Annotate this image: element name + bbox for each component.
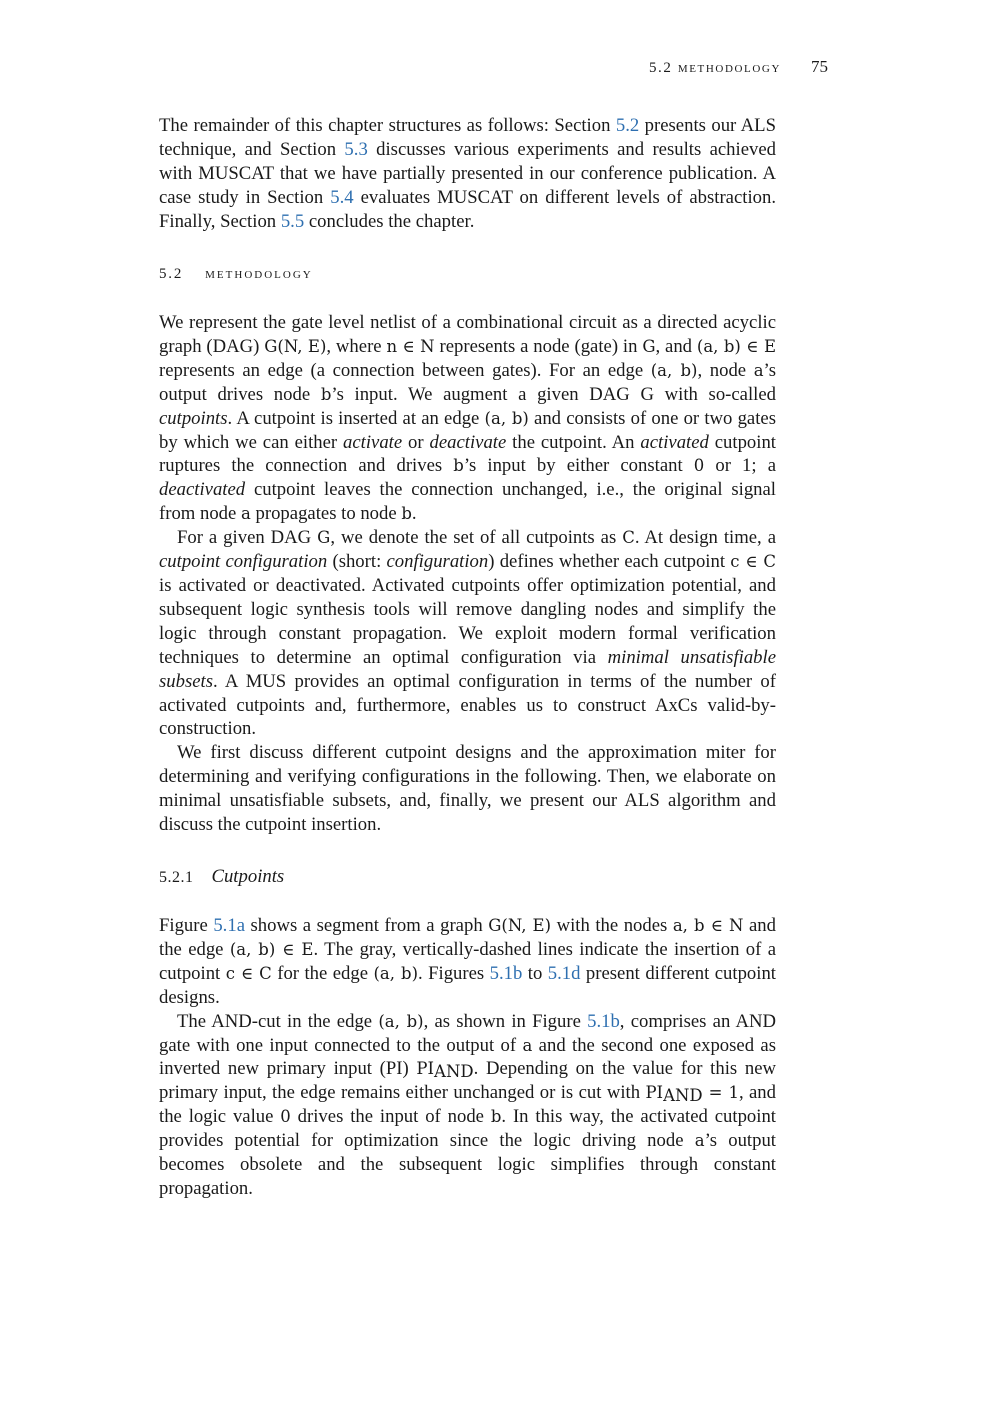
paragraph: We first discuss different cutpoint designs and the approximation miter for determining and verifying configurations in the following. Then, we elaborate on minimal unsatisfiable subsets, and, finally, we present our ALS algorithm and discuss the cutpoint insertion. — [159, 742, 776, 836]
figure-link[interactable]: 5.1b — [587, 1010, 620, 1032]
intro-paragraph: The remainder of this chapter structures as follows: Section 5.2 presents our ALS technique, and Section 5.3 discusses various experiments and results achieved with MUSCAT that we have partially presented in our conference publication. A case study in Section 5.4 evaluates MUSCAT on different levels of abstraction. Finally, Section 5.5 concludes the chapter. — [159, 115, 777, 232]
paragraph: We represent the gate level netlist of a combinational circuit as a directed acyclic graph (DAG) G(N, E), where n ∈ N represents a node (gate) in G, and (a, b) ∈ E represents an edge (a connection between gates). For an edge (a, b), node a’s output drives node b’s input. We augment a given DAG G with so-called cutpoints. A cutpoint is inserted at an edge (a, b) and consists of one or two gates by which we can either activate or deactivate the cutpoint. An activated cutpoint ruptures the connection and drives b’s input by either constant 0 or 1; a deactivated cutpoint leaves the connection unchanged, i.e., the original signal from node a propagates to node b. — [159, 312, 777, 525]
section-heading: 5.2 methodology — [159, 266, 313, 282]
paragraph: For a given DAG G, we denote the set of all cutpoints as C. At design time, a cutpoint configuration (short: configuration) defines whether each cutpoint c ∈ C is activated or deactivated. Activated cutpoints offer optimization potential, and subsequent logic synthesis tools will remove dangling nodes and simplify the logic through constant propagation. We exploit modern formal verification techniques to determine an optimal configuration via minimal unsatisfiable subsets. A MUS provides an optimal configuration in terms of the number of activated cutpoints and, furthermore, enables us to construct AxCs valid-by-construction. — [159, 527, 776, 740]
subsection-heading: 5.2.1 Cutpoints — [159, 866, 285, 887]
paragraph: Figure 5.1a shows a segment from a graph G(N, E) with the nodes a, b ∈ N and the edge (a, b) ∈ E. The gray, vertically-dashed lines indicate the insertion of a cutpoint c ∈ C for the edge (a, b). Figures 5.1b to 5.1d present different cutpoint designs. — [159, 915, 777, 1008]
figure-link[interactable]: 5.1b — [489, 962, 523, 984]
figure-link[interactable]: 5.1d — [547, 962, 581, 984]
section-link[interactable]: 5.3 — [344, 138, 368, 160]
page-number: 75 — [811, 57, 828, 76]
paragraph: The AND-cut in the edge (a, b), as shown in Figure 5.1b, comprises an AND gate with one input connected to the output of a and the second one exposed as inverted new primary input (PI) $PI_{AND}$. Depending on the value for this new primary input, the edge remains either unchanged or is cut with $PI_{AND} = 1$, and the logic value 0 drives the input of node b. In this way, the activated cutpoint provides potential for optimization since the logic driving node a’s output becomes obsolete and the subsequent logic simplifies through constant propagation. — [159, 1010, 777, 1199]
figure-link[interactable]: 5.1a — [213, 915, 245, 936]
running-head-title: 5.2 methodology — [648, 60, 781, 76]
section-link[interactable]: 5.2 — [615, 115, 640, 136]
running-head — [600, 57, 828, 77]
section-link[interactable]: 5.5 — [280, 210, 305, 232]
methodology-text — [159, 311, 776, 837]
section-link[interactable]: 5.4 — [330, 186, 354, 208]
cutpoints-text — [159, 914, 776, 1201]
